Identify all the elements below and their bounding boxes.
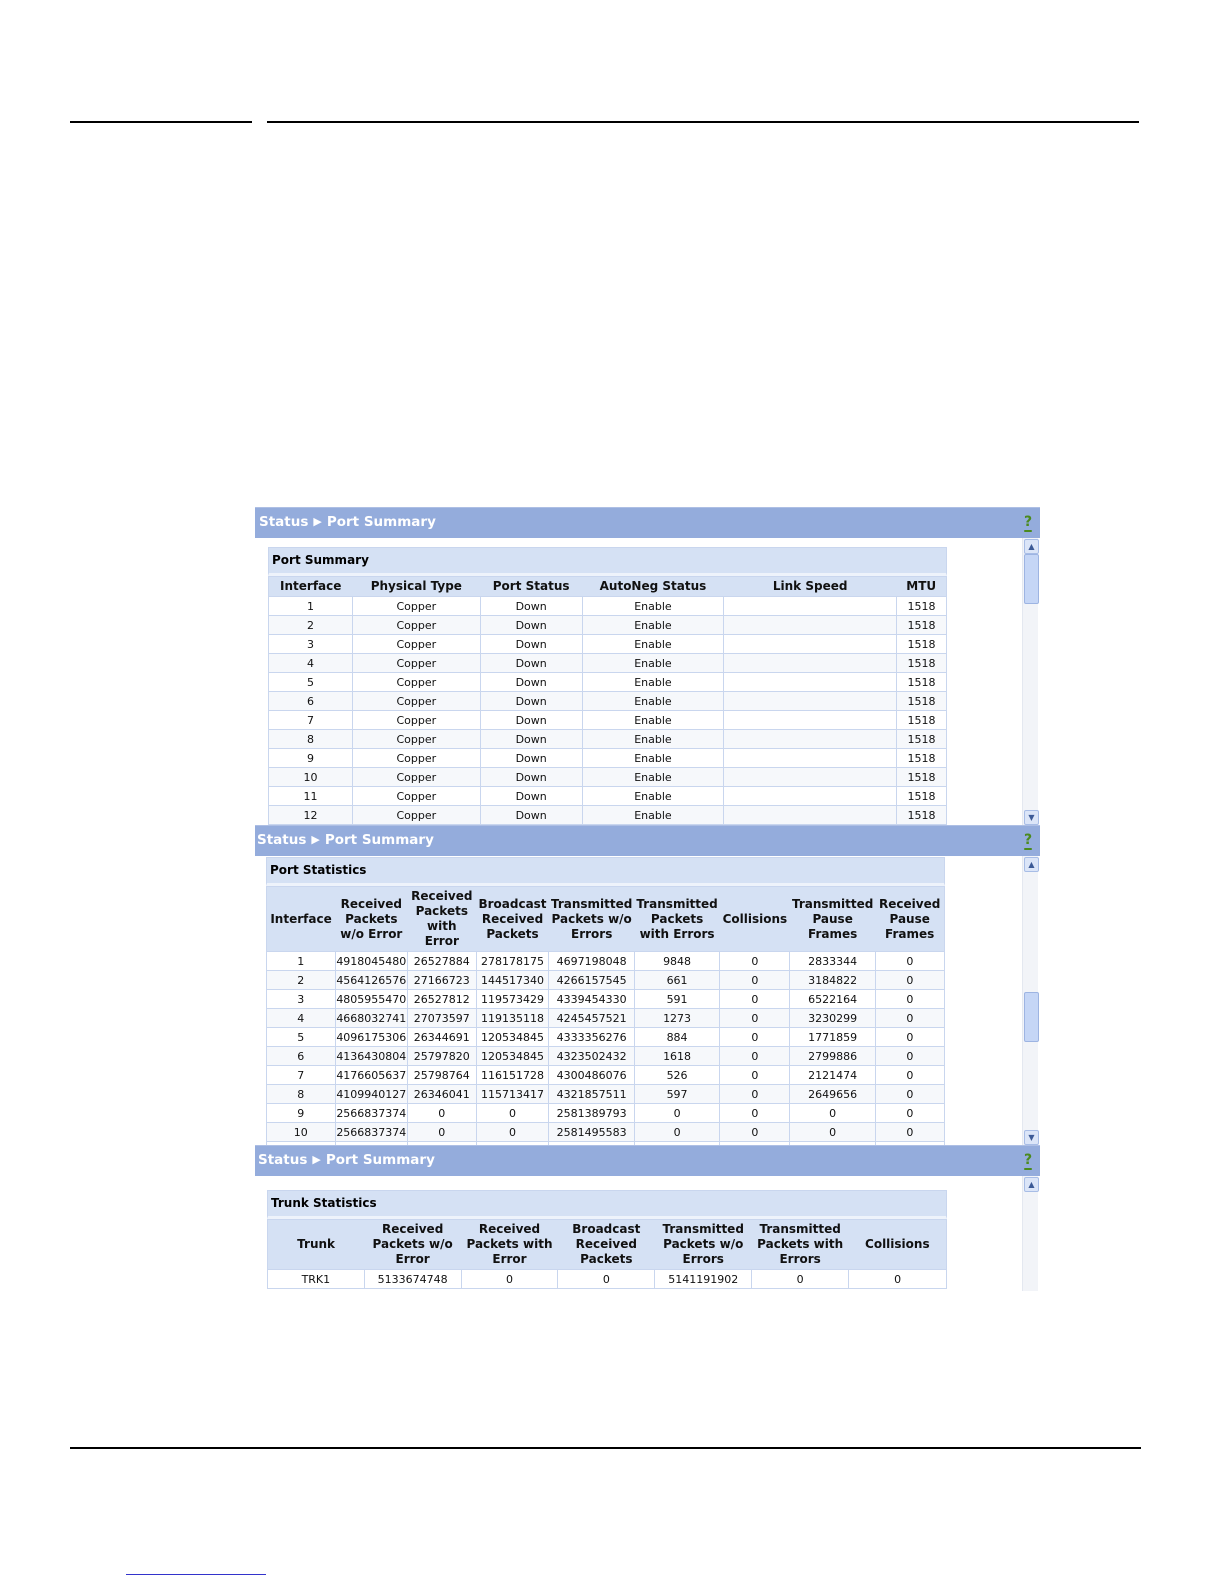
table-cell: Down [480, 768, 582, 787]
scrollbar[interactable] [1022, 538, 1038, 825]
port-statistics-table [266, 857, 945, 1145]
table-cell: Copper [352, 711, 480, 730]
table-cell [724, 711, 897, 730]
scrollbar[interactable] [1022, 1176, 1038, 1291]
table-cell: 1518 [896, 768, 946, 787]
table-cell: 0 [720, 1066, 790, 1085]
table-cell: 1 [269, 597, 353, 616]
table-cell: 26527812 [408, 990, 476, 1009]
table-cell: 1518 [896, 730, 946, 749]
breadcrumb [258, 1152, 435, 1168]
breadcrumb-page: Port Summary [326, 514, 436, 530]
table-row [269, 730, 947, 749]
table-row [269, 806, 947, 825]
table-cell: 591 [634, 990, 719, 1009]
table-cell: 4109940127 [335, 1085, 407, 1104]
table-cell: 6 [267, 1047, 336, 1066]
table-cell: 4323502432 [549, 1047, 634, 1066]
table-cell: 1518 [896, 692, 946, 711]
triangle-right-icon: ▶ [311, 833, 320, 846]
table-cell [724, 806, 897, 825]
column-header: Broadcast Received Packets [558, 1220, 655, 1270]
table-cell: 115713417 [476, 1085, 549, 1104]
table-cell: 0 [875, 1009, 944, 1028]
table-row [269, 711, 947, 730]
table-row [269, 768, 947, 787]
port-summary-panel [255, 507, 1040, 825]
triangle-right-icon: ▶ [312, 1153, 321, 1166]
breadcrumb-section[interactable]: Status [259, 514, 309, 530]
column-header: Collisions [720, 887, 790, 952]
table-cell: Enable [582, 730, 724, 749]
table-cell: 0 [634, 1104, 719, 1123]
table-cell: Down [480, 749, 582, 768]
table-cell: Copper [352, 597, 480, 616]
table-caption: Port Statistics [266, 857, 945, 886]
table-cell: Copper [352, 730, 480, 749]
table-cell: TRK1 [268, 1270, 365, 1289]
table-row [267, 1123, 945, 1142]
table-cell: 4136430804 [335, 1047, 407, 1066]
table-cell: 4333356276 [549, 1028, 634, 1047]
scroll-down-arrow-icon[interactable]: ▼ [1024, 1130, 1039, 1145]
bottom-rule [70, 1447, 1141, 1449]
table-row [269, 597, 947, 616]
table-cell: 6 [269, 692, 353, 711]
table-row [267, 1047, 945, 1066]
column-header: Interface [269, 577, 353, 597]
table-header-row [268, 1220, 947, 1270]
column-header: Port Status [480, 577, 582, 597]
table-cell: 661 [634, 971, 719, 990]
table-row [267, 1085, 945, 1104]
table-cell: 120534845 [476, 1028, 549, 1047]
table-header-row [269, 577, 947, 597]
table-cell: 0 [720, 971, 790, 990]
breadcrumb [257, 832, 434, 848]
table-cell: 1 [267, 952, 336, 971]
table-cell: Copper [352, 654, 480, 673]
port-summary-table [268, 547, 947, 825]
breadcrumb [259, 514, 436, 530]
table-row [269, 673, 947, 692]
table-cell: 0 [875, 1104, 944, 1123]
table-cell: 597 [634, 1085, 719, 1104]
table-cell: 0 [720, 1123, 790, 1142]
table-cell: 0 [408, 1104, 476, 1123]
table-cell: 1518 [896, 597, 946, 616]
table-cell: 4805955470 [335, 990, 407, 1009]
table-cell: Enable [582, 749, 724, 768]
table-cell: 4564126576 [335, 971, 407, 990]
table-cell: 4321857511 [549, 1085, 634, 1104]
table-cell: 0 [752, 1270, 849, 1289]
table-cell: 3 [267, 990, 336, 1009]
table-cell: 0 [875, 1085, 944, 1104]
breadcrumb-page: Port Summary [325, 1152, 435, 1168]
help-icon[interactable]: ? [1021, 514, 1035, 531]
scrollbar[interactable] [1022, 856, 1038, 1145]
table-cell: 8 [269, 730, 353, 749]
column-header: Received Packets with Error [461, 1220, 558, 1270]
table-cell: Down [480, 597, 582, 616]
table-cell: 7 [267, 1066, 336, 1085]
table-cell: 119573429 [476, 990, 549, 1009]
table-cell: 0 [875, 1123, 944, 1142]
table-cell: 2 [267, 971, 336, 990]
table-cell: 0 [875, 1028, 944, 1047]
panel-header [255, 507, 1040, 538]
scroll-thumb[interactable] [1024, 992, 1039, 1042]
table-cell: 11 [269, 787, 353, 806]
table-cell: Down [480, 711, 582, 730]
column-header: Received Packets with Error [408, 887, 476, 952]
column-header: Transmitted Packets w/o Errors [549, 887, 634, 952]
table-cell: 2 [269, 616, 353, 635]
table-cell: Enable [582, 597, 724, 616]
table-cell: 0 [408, 1123, 476, 1142]
table-cell: 3184822 [790, 971, 875, 990]
table-cell [724, 597, 897, 616]
table-cell: 0 [476, 1104, 549, 1123]
panel-header [255, 1145, 1040, 1176]
table-cell: 2121474 [790, 1066, 875, 1085]
column-header: Broadcast Received Packets [476, 887, 549, 952]
table-cell: 4176605637 [335, 1066, 407, 1085]
table-cell: 0 [634, 1123, 719, 1142]
table-cell: 0 [875, 1066, 944, 1085]
table-cell: 26346041 [408, 1085, 476, 1104]
table-row [269, 787, 947, 806]
table-cell: 1618 [634, 1047, 719, 1066]
column-header: Transmitted Packets w/o Errors [655, 1220, 752, 1270]
table-cell: 3230299 [790, 1009, 875, 1028]
table-cell: 1518 [896, 787, 946, 806]
table-cell: 9 [267, 1104, 336, 1123]
table-cell [724, 673, 897, 692]
table-cell: 4668032741 [335, 1009, 407, 1028]
table-cell: 2566837374 [335, 1104, 407, 1123]
table-cell [724, 787, 897, 806]
table-row [267, 1066, 945, 1085]
table-cell: 26527884 [408, 952, 476, 971]
trunk-statistics-panel [255, 1145, 1040, 1291]
table-cell: 0 [720, 1009, 790, 1028]
table-row [267, 971, 945, 990]
table-cell: Enable [582, 787, 724, 806]
table-cell: Copper [352, 616, 480, 635]
table-cell: Enable [582, 654, 724, 673]
table-cell: 4096175306 [335, 1028, 407, 1047]
table-cell: Down [480, 654, 582, 673]
table-cell: 884 [634, 1028, 719, 1047]
table-row [269, 654, 947, 673]
table-cell: Copper [352, 787, 480, 806]
table-cell: Enable [582, 635, 724, 654]
table-cell: 4300486076 [549, 1066, 634, 1085]
scroll-up-arrow-icon[interactable]: ▲ [1024, 1177, 1039, 1192]
column-header: AutoNeg Status [582, 577, 724, 597]
table-cell: 4918045480 [335, 952, 407, 971]
panel-header [255, 825, 1040, 856]
table-row [269, 616, 947, 635]
table-cell: 10 [267, 1123, 336, 1142]
table-cell: 5 [269, 673, 353, 692]
column-header: Received Packets w/o Error [364, 1220, 461, 1270]
scroll-up-arrow-icon[interactable]: ▲ [1024, 857, 1039, 872]
table-row [267, 952, 945, 971]
table-cell: 2581389793 [549, 1104, 634, 1123]
table-cell: 0 [720, 1085, 790, 1104]
table-cell: 26344691 [408, 1028, 476, 1047]
table-cell [724, 749, 897, 768]
table-cell: Down [480, 806, 582, 825]
table-cell: 0 [720, 1047, 790, 1066]
table-cell: 5141191902 [655, 1270, 752, 1289]
table-cell: 4266157545 [549, 971, 634, 990]
table-cell: 0 [461, 1270, 558, 1289]
table-cell: 10 [269, 768, 353, 787]
table-cell: 526 [634, 1066, 719, 1085]
table-cell: 1518 [896, 673, 946, 692]
table-cell [724, 692, 897, 711]
top-rule-long [267, 121, 1139, 123]
breadcrumb-section[interactable]: Status [257, 832, 307, 848]
table-cell: 0 [720, 1104, 790, 1123]
table-cell: 27166723 [408, 971, 476, 990]
table-cell [724, 635, 897, 654]
table-cell: 2799886 [790, 1047, 875, 1066]
table-cell: 5 [267, 1028, 336, 1047]
table-cell: 9848 [634, 952, 719, 971]
table-cell [724, 730, 897, 749]
table-cell: Copper [352, 768, 480, 787]
table-cell: Down [480, 635, 582, 654]
table-cell: 2566837374 [335, 1123, 407, 1142]
table-cell: Enable [582, 768, 724, 787]
table-row [267, 1028, 945, 1047]
table-cell: Down [480, 616, 582, 635]
table-cell: 1518 [896, 635, 946, 654]
table-cell: 5133674748 [364, 1270, 461, 1289]
table-cell: 1518 [896, 711, 946, 730]
table-row [269, 635, 947, 654]
table-cell: 0 [875, 1047, 944, 1066]
table-cell: 0 [720, 990, 790, 1009]
table-cell: Enable [582, 616, 724, 635]
table-cell: 0 [875, 990, 944, 1009]
port-statistics-panel [255, 825, 1040, 1145]
table-cell [724, 768, 897, 787]
table-cell: 2649656 [790, 1085, 875, 1104]
scroll-thumb[interactable] [1024, 554, 1039, 604]
table-cell: 4339454330 [549, 990, 634, 1009]
table-cell: Enable [582, 692, 724, 711]
table-cell: 0 [720, 1028, 790, 1047]
column-header: Received Packets w/o Error [335, 887, 407, 952]
column-header: Transmitted Packets with Errors [752, 1220, 849, 1270]
table-cell: 7 [269, 711, 353, 730]
table-cell: 4 [269, 654, 353, 673]
breadcrumb-page: Port Summary [324, 832, 434, 848]
table-cell: Copper [352, 692, 480, 711]
table-row [267, 1104, 945, 1123]
table-cell: 0 [875, 952, 944, 971]
table-cell: Copper [352, 749, 480, 768]
table-cell: Down [480, 673, 582, 692]
table-cell: 0 [875, 971, 944, 990]
column-header: MTU [896, 577, 946, 597]
table-cell: 6522164 [790, 990, 875, 1009]
column-header: Collisions [849, 1220, 947, 1270]
table-cell: 0 [849, 1270, 947, 1289]
column-header: Received Pause Frames [875, 887, 944, 952]
table-cell: 27073597 [408, 1009, 476, 1028]
table-cell: 1518 [896, 654, 946, 673]
table-cell [724, 616, 897, 635]
scroll-up-arrow-icon[interactable]: ▲ [1024, 539, 1039, 554]
table-cell: Down [480, 692, 582, 711]
help-icon[interactable]: ? [1021, 1152, 1035, 1169]
table-cell: Copper [352, 673, 480, 692]
table-cell: 9 [269, 749, 353, 768]
table-cell: 0 [790, 1123, 875, 1142]
column-header: Link Speed [724, 577, 897, 597]
table-cell: Enable [582, 673, 724, 692]
table-cell: 8 [267, 1085, 336, 1104]
column-header: Interface [267, 887, 336, 952]
table-cell: 120534845 [476, 1047, 549, 1066]
trunk-statistics-table [267, 1190, 947, 1289]
table-cell: 2833344 [790, 952, 875, 971]
table-caption: Port Summary [268, 547, 947, 576]
table-cell: 2581495583 [549, 1123, 634, 1142]
column-header: Trunk [268, 1220, 365, 1270]
table-row [269, 692, 947, 711]
table-cell: 1518 [896, 616, 946, 635]
table-caption: Trunk Statistics [267, 1190, 947, 1219]
table-row [267, 990, 945, 1009]
table-cell: 0 [558, 1270, 655, 1289]
table-cell: Copper [352, 806, 480, 825]
column-header: Physical Type [352, 577, 480, 597]
table-cell: 1518 [896, 749, 946, 768]
column-header: Transmitted Packets with Errors [634, 887, 719, 952]
table-cell: 144517340 [476, 971, 549, 990]
table-cell: 25797820 [408, 1047, 476, 1066]
table-cell: 1273 [634, 1009, 719, 1028]
table-cell: 3 [269, 635, 353, 654]
triangle-right-icon: ▶ [313, 515, 322, 528]
table-cell: 1771859 [790, 1028, 875, 1047]
table-cell: 12 [269, 806, 353, 825]
breadcrumb-section[interactable]: Status [258, 1152, 308, 1168]
column-header: Transmitted Pause Frames [790, 887, 875, 952]
table-cell: 0 [790, 1104, 875, 1123]
table-cell: 4 [267, 1009, 336, 1028]
top-rule-short [70, 121, 252, 123]
table-cell: 4697198048 [549, 952, 634, 971]
table-cell: Copper [352, 635, 480, 654]
table-row [268, 1270, 947, 1289]
table-cell: Down [480, 787, 582, 806]
scroll-down-arrow-icon[interactable]: ▼ [1024, 810, 1039, 825]
table-cell: 25798764 [408, 1066, 476, 1085]
table-cell: 278178175 [476, 952, 549, 971]
table-header-row [267, 887, 945, 952]
footer-link-underline[interactable] [126, 1574, 266, 1575]
table-cell: Enable [582, 806, 724, 825]
table-cell: Enable [582, 711, 724, 730]
table-cell: 116151728 [476, 1066, 549, 1085]
table-cell: 119135118 [476, 1009, 549, 1028]
table-row [269, 749, 947, 768]
table-cell: Down [480, 730, 582, 749]
table-cell: 4245457521 [549, 1009, 634, 1028]
table-cell: 0 [476, 1123, 549, 1142]
help-icon[interactable]: ? [1021, 832, 1035, 849]
table-cell: 1518 [896, 806, 946, 825]
table-cell [724, 654, 897, 673]
table-cell: 0 [720, 952, 790, 971]
table-row [267, 1009, 945, 1028]
